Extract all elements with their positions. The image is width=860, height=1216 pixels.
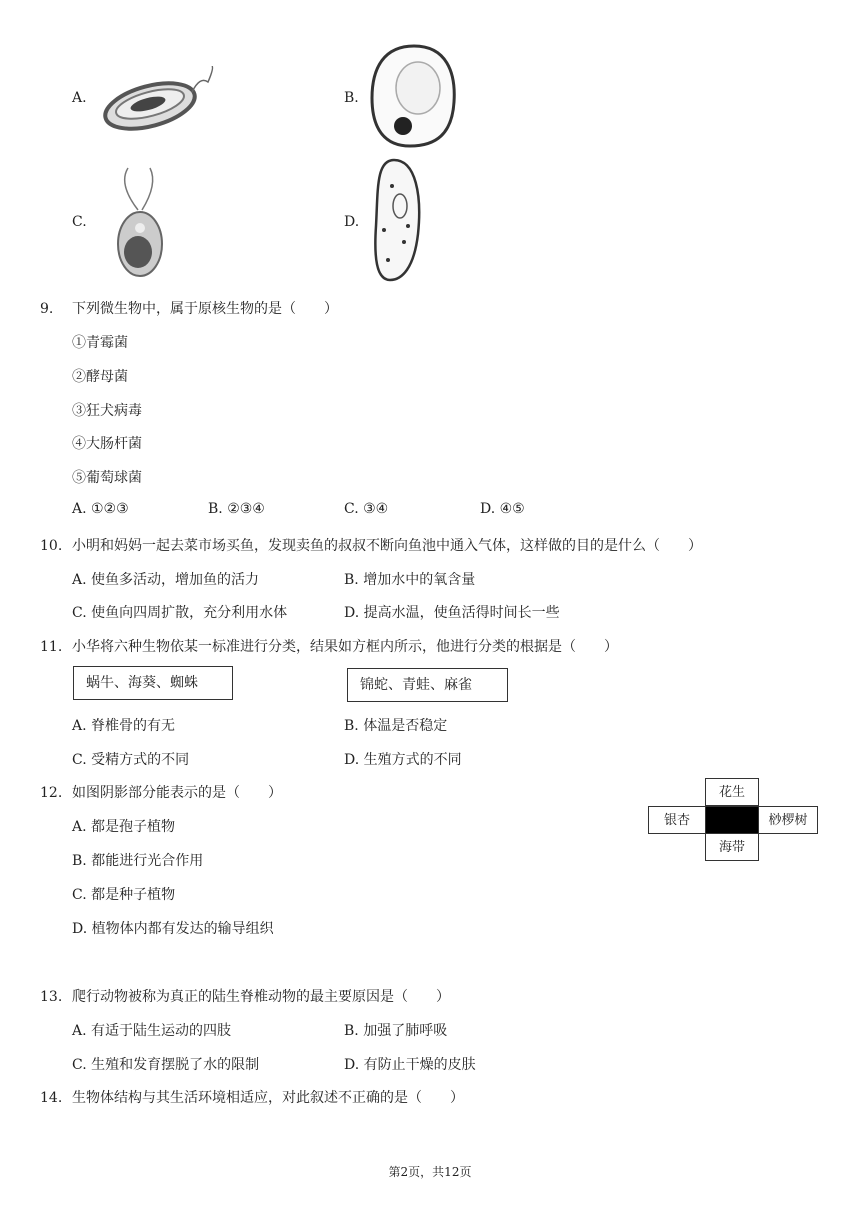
- paramecium-illustration: [366, 156, 430, 284]
- q9-item: ②酵母菌: [72, 369, 128, 385]
- question-number: 10.: [40, 538, 63, 554]
- q11-option-d: D. 生殖方式的不同: [344, 752, 462, 768]
- cross-top-cell: 花生: [705, 778, 759, 806]
- q10-option-c: C. 使鱼向四周扩散，充分利用水体: [72, 605, 288, 621]
- q13-option-a: A. 有适于陆生运动的四肢: [72, 1023, 232, 1039]
- q8-option-d-label: D.: [344, 214, 360, 230]
- q12-option-b: B. 都能进行光合作用: [72, 853, 204, 869]
- q12-option-d: D. 植物体内都有发达的输导组织: [72, 921, 274, 937]
- question-stem: 小明和妈妈一起去菜市场买鱼，发现卖鱼的叔叔不断向鱼池中通入气体，这样做的目的是什么（ ）: [72, 538, 702, 554]
- cross-left-cell: 银杏: [648, 806, 706, 834]
- q10-option-a: A. 使鱼多活动，增加鱼的活力: [72, 572, 260, 588]
- q9-item: ④大肠杆菌: [72, 436, 142, 452]
- q13-option-b: B. 加强了肺呼吸: [344, 1023, 448, 1039]
- question-number: 12.: [40, 785, 63, 801]
- cross-shaded-center: [705, 806, 759, 834]
- q11-option-c: C. 受精方式的不同: [72, 752, 190, 768]
- page-footer: 第2页，共12页: [388, 1165, 472, 1179]
- question-stem: 小华将六种生物依某一标准进行分类，结果如方框内所示，他进行分类的根据是（ ）: [72, 639, 618, 655]
- q13-option-d: D. 有防止干燥的皮肤: [344, 1057, 476, 1073]
- question-14: [40, 1087, 464, 1107]
- q9-option-d: D. ④⑤: [480, 501, 525, 517]
- question-stem: 如图阴影部分能表示的是（ ）: [72, 785, 282, 801]
- question-number: 11.: [40, 639, 63, 655]
- question-number: 13.: [40, 989, 63, 1005]
- q12-option-c: C. 都是种子植物: [72, 887, 176, 903]
- bacterium-illustration: [100, 66, 220, 134]
- cross-bottom-cell: 海带: [705, 833, 759, 861]
- question-13: [40, 986, 450, 1006]
- question-stem: 下列微生物中，属于原核生物的是（ ）: [72, 301, 338, 317]
- q10-option-b: B. 增加水中的氧含量: [344, 572, 476, 588]
- yeast-cell-illustration: [366, 42, 462, 150]
- q9-option-a: A. ①②③: [72, 501, 129, 517]
- q11-option-a: A. 脊椎骨的有无: [72, 718, 176, 734]
- q9-item: ⑤葡萄球菌: [72, 470, 142, 486]
- classification-box-1: 蜗牛、海葵、蜘蛛: [73, 666, 233, 700]
- q11-option-b: B. 体温是否稳定: [344, 718, 448, 734]
- q9-option-b: B. ②③④: [208, 501, 265, 517]
- question-number: 9.: [40, 301, 54, 317]
- q10-option-d: D. 提高水温，使鱼活得时间长一些: [344, 605, 560, 621]
- question-number: 14.: [40, 1090, 63, 1106]
- question-12: [40, 782, 282, 802]
- question-stem: 生物体结构与其生活环境相适应，对此叙述不正确的是（ ）: [72, 1090, 464, 1106]
- q8-option-a-label: A.: [72, 90, 87, 106]
- question-9: [40, 298, 338, 318]
- question-stem: 爬行动物被称为真正的陆生脊椎动物的最主要原因是（ ）: [72, 989, 450, 1005]
- q13-option-c: C. 生殖和发育摆脱了水的限制: [72, 1057, 260, 1073]
- q9-item: ①青霉菌: [72, 335, 128, 351]
- q8-option-c-label: C.: [72, 214, 87, 230]
- q8-option-b-label: B.: [344, 90, 359, 106]
- question-10: [40, 535, 702, 555]
- chlamydomonas-illustration: [100, 164, 180, 280]
- cross-right-cell: 桫椤树: [758, 806, 818, 834]
- q9-option-c: C. ③④: [344, 501, 389, 517]
- q9-item: ③狂犬病毒: [72, 403, 142, 419]
- question-11: [40, 636, 618, 656]
- q12-option-a: A. 都是孢子植物: [72, 819, 176, 835]
- classification-box-2: 锦蛇、青蛙、麻雀: [347, 668, 508, 702]
